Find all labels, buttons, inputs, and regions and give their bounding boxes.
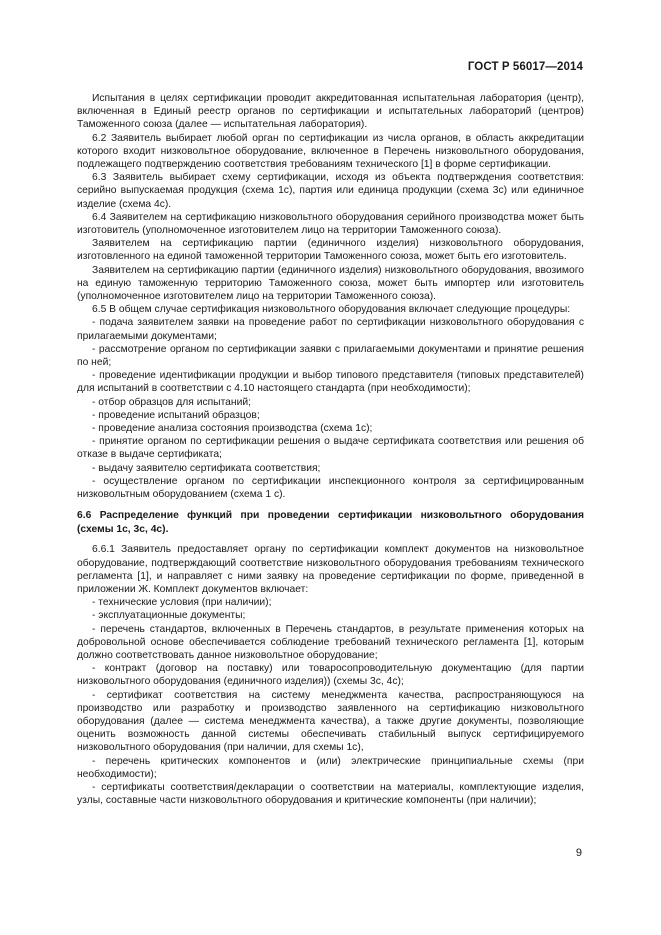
list-item: - контракт (договор на поставку) или товаросопроводительную документацию (для партии низковольтного оборудования (единичного изделия)) (схемы 3с, 4с); (77, 663, 584, 688)
paragraph: Заявителем на сертификацию партии (единичного изделия) низковольтного оборудования, ввозимого на единую таможенную территорию Таможенного союза, может быть импортер или изготовитель (уполномоченное изготовителем лицо на территории Таможенного союза). (77, 264, 584, 303)
list-item: - осуществление органом по сертификации инспекционного контроля за сертифицированным низковольтным оборудованием (схема 1 с). (77, 475, 584, 501)
list-item: - принятие органом по сертификации решения о выдаче сертификата соответствия или решения об отказе в выдаче сертификата; (77, 436, 584, 461)
list-item: - перечень стандартов, включенных в Перечень стандартов, в результате применения которых на добровольной основе обеспечивается соблюдение требований технического регламента [1], которым должно соответствовать данное низковольтное оборудование; (77, 623, 584, 661)
document-code: ГОСТ Р 56017—2014 (467, 61, 583, 73)
paragraph: 6.3 Заявитель выбирает схему сертификации, исходя из объекта подтверждения соответствия: серийно выпускаемая продукция (схема 1с), партия или единица продукции (схема 3с) или единичное изделие (схема 4с). (77, 172, 584, 210)
document-body (77, 92, 584, 807)
paragraph: 6.6.1 Заявитель предоставляет органу по сертификации комплект документов на низковольтное оборудование, подтверждающий соответствие низковольтного оборудования требованиям технического регламента [1], и направляет с ними заявку на проведение сертификации по форме, приведенной в приложении Ж. Комплект документов включает: (77, 544, 584, 595)
list-item: - технические условия (при наличии); (92, 597, 272, 609)
list-item: - эксплуатационные документы; (92, 610, 246, 622)
list-item: - сертификат соответствия на систему менеджмента качества, распространяющуюся на производство или разработку и производство заявленного на сертификацию низковольтного оборудования (далее — система менеджмента качества), а также другие документы, позволяющие оценить возможность данной системы обеспечивать стабильный выпуск сертифицируемого низковольтного оборудования (при наличии, для схемы 1с), (77, 689, 584, 754)
paragraph: 6.2 Заявитель выбирает любой орган по сертификации из числа органов, в область аккредитации которого входит низковольтное оборудование, включенное в Перечень низковольтного оборудования, подлежащего подтверждению соответствия требованиям технического [1] в форме сертификации. (77, 132, 584, 171)
list-item: - выдачу заявителю сертификата соответствия; (92, 462, 321, 474)
paragraph: 6.5 В общем случае сертификация низковольтного оборудования включает следующие процедуры: (92, 304, 571, 316)
list-item: - проведение анализа состояния производства (схема 1с); (92, 423, 373, 435)
list-item: - проведение идентификации продукции и выбор типового представителя (типовых представителей) для испытаний в соответствии с 4.10 настоящего стандарта (при необходимости); (77, 370, 584, 395)
paragraph: Заявителем на сертификацию партии (единичного изделия) низковольтного оборудования, изготовленного на единой таможенной территории Таможенного союза, может быть его изготовитель. (77, 238, 584, 263)
list-item: - перечень критических компонентов и (или) электрические принципиальные схемы (при необходимости); (77, 755, 584, 780)
list-item: - рассмотрение органом по сертификации заявки с прилагаемыми документами и принятие решения по ней; (77, 343, 584, 369)
list-item: - подача заявителем заявки на проведение работ по сертификации низковольтного оборудования с прилагаемыми документами; (77, 317, 584, 342)
list-item: - отбор образцов для испытаний; (92, 396, 251, 408)
page-number: 9 (575, 847, 582, 859)
paragraph: Испытания в целях сертификации проводит аккредитованная испытательная лаборатория (центр), включенная в Единый реестр органов по сертификации и испытательных лабораторий (центров) Таможенного союза (далее — испытательная лаборатория). (77, 93, 584, 131)
paragraph: 6.4 Заявителем на сертификацию низковольтного оборудования серийного производства может быть изготовитель (уполномоченное изготовителем лицо на территории Таможенного союза). (77, 211, 584, 237)
list-item: - сертификаты соответствия/декларации о соответствии на материалы, комплектующие изделия, узлы, составные части низковольтного оборудования и критические компоненты (при наличии); (77, 781, 584, 807)
list-item: - проведение испытаний образцов; (92, 409, 260, 421)
section-heading: 6.6 Распределение функций при проведении сертификации низковольтного оборудования (схемы 1с, 3с, 4с). (77, 510, 584, 535)
